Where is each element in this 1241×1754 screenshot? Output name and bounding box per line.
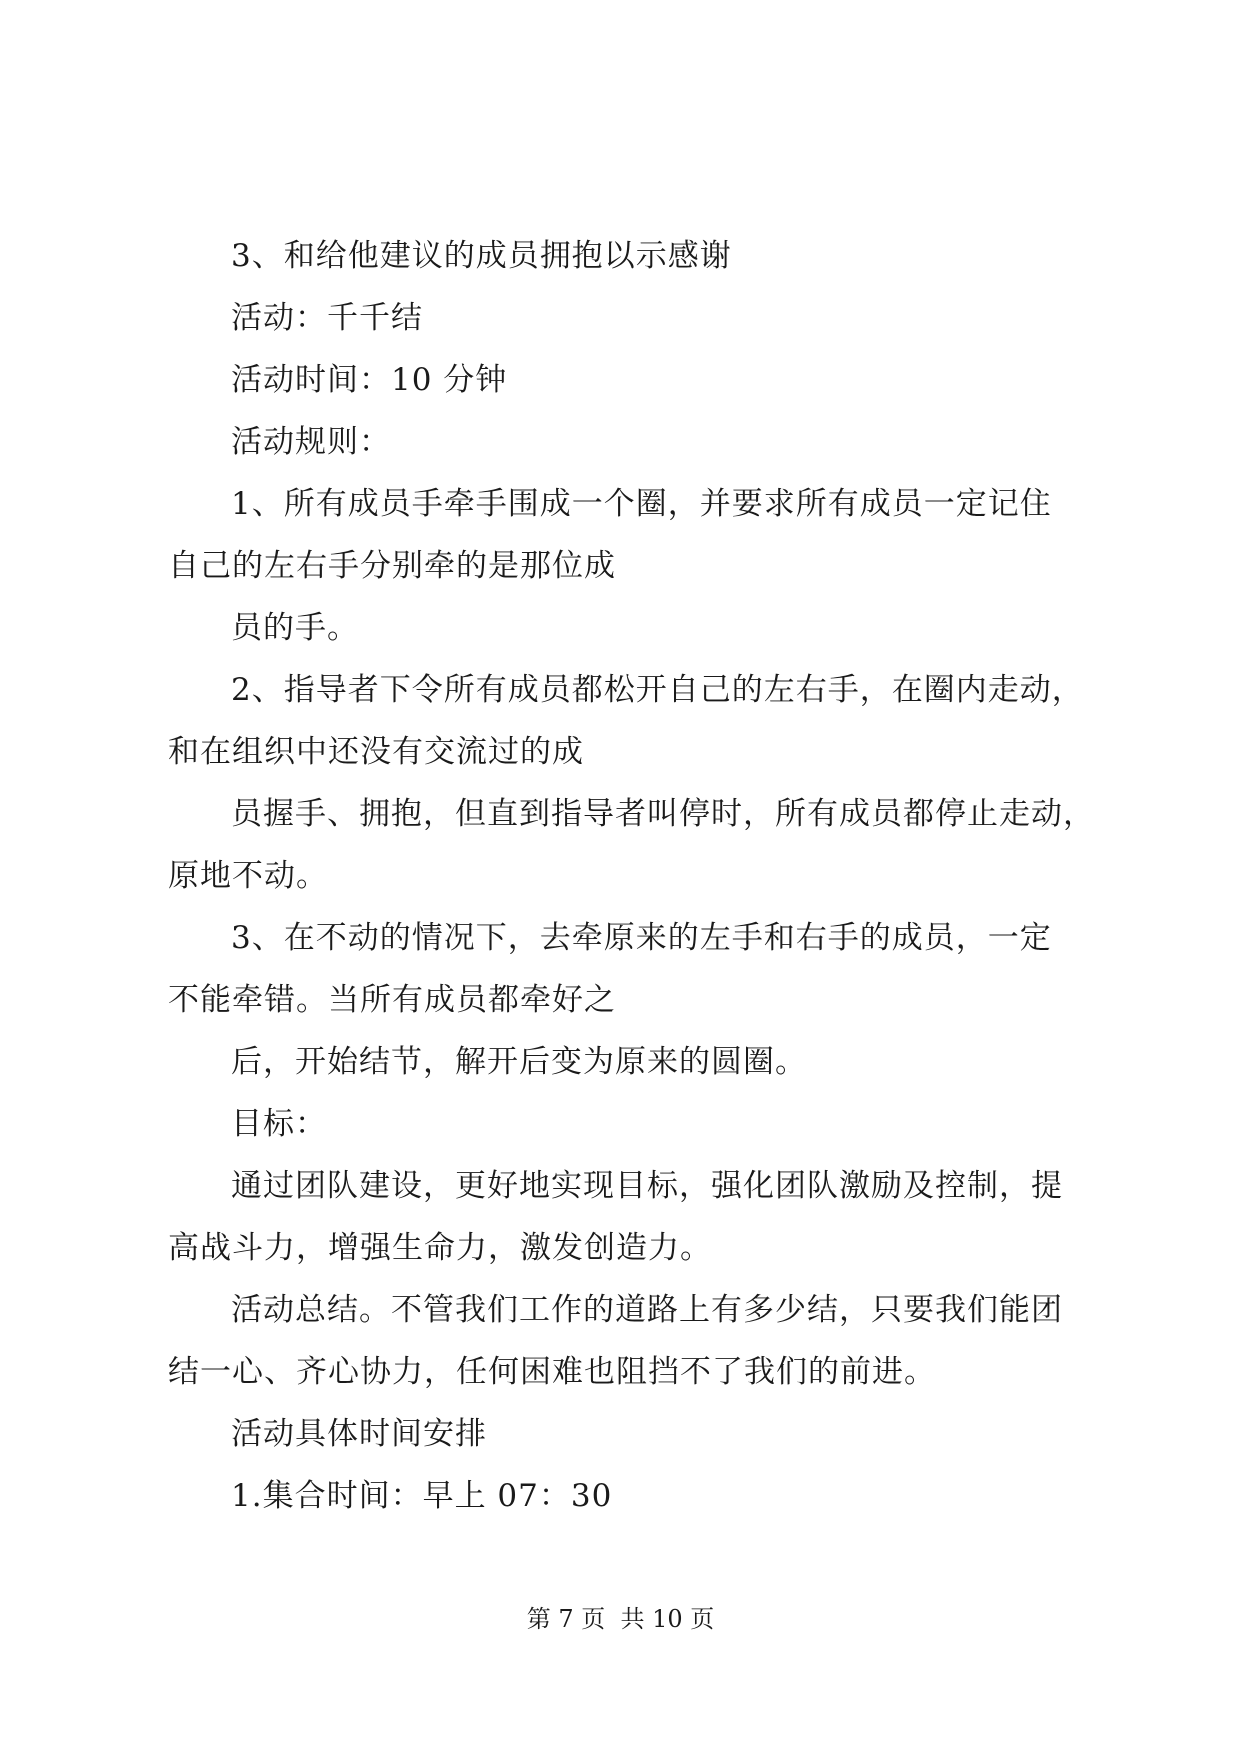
- text-line: 3、在不动的情况下，去牵原来的左手和右手的成员，一定: [231, 920, 1052, 956]
- page-footer: 第 7 页 共 10 页: [526, 1605, 715, 1633]
- text-line: 2、指导者下令所有成员都松开自己的左右手，在圈内走动，: [231, 672, 1084, 708]
- text-line: 员握手、拥抱，但直到指导者叫停时，所有成员都停止走动，: [231, 796, 1095, 832]
- text-line: 通过团队建设，更好地实现目标，强化团队激励及控制，提: [231, 1168, 1063, 1204]
- text-line: 活动规则：: [231, 424, 391, 460]
- text-line: 3、和给他建议的成员拥抱以示感谢: [231, 238, 732, 274]
- text-line: 活动总结。不管我们工作的道路上有多少结，只要我们能团: [231, 1292, 1063, 1328]
- text-line: 和在组织中还没有交流过的成: [168, 734, 584, 770]
- text-line: 1.集合时间：早上 07：30: [231, 1478, 613, 1514]
- text-line: 活动具体时间安排: [231, 1416, 487, 1452]
- text-line: 不能牵错。当所有成员都牵好之: [168, 982, 616, 1018]
- text-line: 员的手。: [231, 610, 359, 646]
- text-line: 结一心、齐心协力，任何困难也阻挡不了我们的前进。: [168, 1354, 936, 1390]
- text-line: 1、所有成员手牵手围成一个圈，并要求所有成员一定记住: [231, 486, 1052, 522]
- text-line: 高战斗力，增强生命力，激发创造力。: [168, 1230, 712, 1266]
- text-line: 自己的左右手分别牵的是那位成: [168, 548, 616, 584]
- text-line: 原地不动。: [168, 858, 328, 894]
- text-line: 后，开始结节，解开后变为原来的圆圈。: [231, 1044, 807, 1080]
- text-line: 活动：千千结: [231, 300, 423, 336]
- text-line: 目标：: [231, 1106, 327, 1142]
- text-line: 活动时间：10 分钟: [231, 362, 508, 398]
